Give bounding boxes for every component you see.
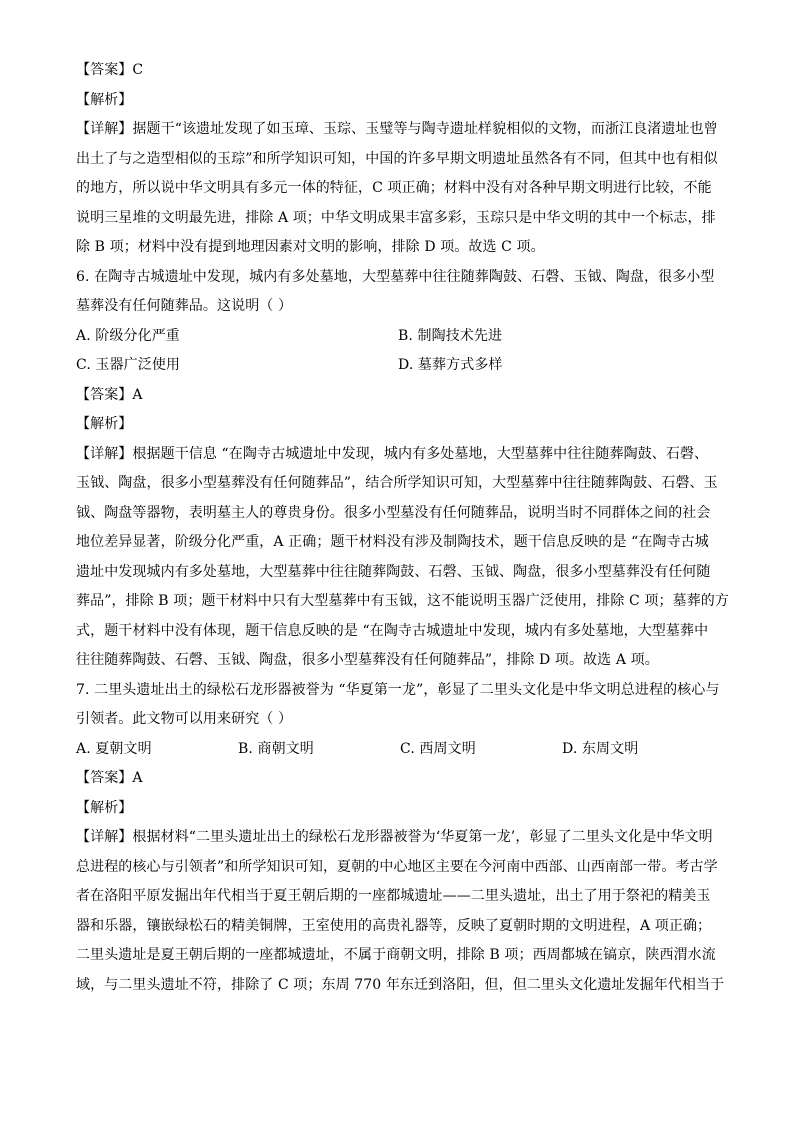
q5-analysis-heading: 【解析】 [76, 91, 133, 108]
q7-detail-line: 域，与二里头遗址不符，排除了 C 项；东周 770 年东迁到洛阳，但，但二里头文化遗址发掘年代相当于 [76, 976, 725, 993]
q6-detail-line: 葬品”，排除 B 项；题干材料中只有大型墓葬中有玉钺，这不能说明玉器广泛使用，排除 C 项；墓葬的方 [76, 593, 729, 609]
q6-detail-line: 地位差异显著，阶级分化严重，A 正确；题干材料没有涉及制陶技术，题干信息反映的是 “在陶寺古城 [76, 534, 709, 550]
q5-detail-line: 说明三星堆的文明最先进，排除 A 项；中华文明成果丰富多彩，玉琮只是中华文明的其中一个标志，排 [76, 209, 716, 226]
q7-detail [76, 827, 726, 995]
q6-detail [76, 444, 729, 671]
q7-option-b: B. 商朝文明 [238, 740, 314, 757]
q5-detail-line: 除 B 项；材料中没有提到地理因素对文明的影响，排除 D 项。故选 C 项。 [76, 239, 545, 255]
q5-answer: 【答案】C [76, 62, 144, 78]
q7-stem [76, 680, 726, 730]
q6-option-d: D. 墓葬方式多样 [398, 357, 503, 373]
q6-detail-line: 往往随葬陶鼓、石磬、玉钺、陶盘，很多小型墓葬没有任何随葬品”，排除 D 项。故选 A 项。 [76, 652, 659, 668]
q5-detail-line: 【详解】据题干“该遗址发现了如玉璋、玉琮、玉璧等与陶寺遗址样貌相似的文物，而浙江良渚遗址也曾 [76, 121, 718, 137]
q6-options-row [76, 355, 726, 375]
q7-options-row [76, 739, 726, 759]
q6-detail-line: 钺、陶盘等器物，表明墓主人的尊贵身份。很多小型墓没有任何随葬品，说明当时不同群体之间的社会 [76, 504, 711, 521]
q6-option-b: B. 制陶技术先进 [398, 327, 503, 344]
q7-stem-line: 引领者。此文物可以用来研究（ ） [76, 711, 293, 727]
q6-detail-line: 遗址中发现城内有多处墓地，大型墓葬中往往随葬陶鼓、石磬、玉钺、陶盘，很多小型墓葬没有任何随 [76, 563, 711, 580]
q6-answer: 【答案】A [76, 386, 143, 403]
q6-analysis-heading: 【解析】 [76, 416, 133, 432]
q7-detail-line: 二里头遗址是夏王朝后期的一座都城遗址，不属于商朝文明，排除 B 项；西周都城在镐京，陕西渭水流 [76, 947, 716, 963]
q6-stem-line: 墓葬没有任何随葬品。这说明（ ） [76, 298, 293, 314]
q7-answer: 【答案】A [76, 770, 143, 786]
q6-options-row [76, 326, 726, 346]
q7-detail-line: 者在洛阳平原发掘出年代相当于夏王朝后期的一座都城遗址——二里头遗址，出土了用于祭祀的精美玉 [76, 888, 711, 904]
q7-detail-line: 总进程的核心与引领者”和所学知识可知，夏朝的中心地区主要在今河南中西部、山西南部一带。考古学 [76, 858, 718, 875]
q7-stem-line: 7. 二里头遗址出土的绿松石龙形器被誉为 “华夏第一龙”，彰显了二里头文化是中华文明总进程的核心与 [76, 681, 720, 698]
q6-option-a: A. 阶级分化严重 [76, 327, 180, 344]
q6-stem-line: 6. 在陶寺古城遗址中发现，城内有多处墓地，大型墓葬中往往随葬陶鼓、石磬、玉钺、陶盘，很多小型 [76, 268, 715, 285]
q5-detail [76, 119, 726, 257]
q5-detail-line: 出土了与之造型相似的玉琮”和所学知识可知，中国的许多早期文明遗址虽然各有不同，但其中也有相似 [76, 150, 718, 167]
q6-option-c: C. 玉器广泛使用 [76, 357, 181, 373]
q6-detail-line: 玉钺、陶盘，很多小型墓葬没有任何随葬品”，结合所学知识可知，大型墓葬中往往随葬陶鼓、石磬、玉 [76, 475, 718, 491]
q7-analysis-heading: 【解析】 [76, 799, 133, 816]
q5-detail-line: 的地方，所以说中华文明具有多元一体的特征，C 项正确；材料中没有对各种早期文明进行比较，不能 [76, 180, 712, 196]
q7-option-c: C. 西周文明 [400, 740, 476, 757]
q7-detail-line: 【详解】根据材料“二里头遗址出土的绿松石龙形器被誉为‘华夏第一龙’，彰显了二里头文化是中华文明 [76, 829, 713, 845]
q6-detail-line: 【详解】根据题干信息 “在陶寺古城遗址中发现，城内有多处墓地，大型墓葬中往往随葬陶鼓、石磬、 [76, 445, 709, 462]
q6-detail-line: 式，题干材料中没有体现，题干信息反映的是 “在陶寺古城遗址中发现，城内有多处墓地，大型墓葬中 [76, 622, 709, 639]
q7-option-a: A. 夏朝文明 [76, 740, 152, 757]
q7-detail-line: 器和乐器，镶嵌绿松石的精美铜牌，王室使用的高贵礼器等，反映了夏朝时期的文明进程，A 项正确； [76, 917, 712, 934]
q7-option-d: D. 东周文明 [562, 740, 639, 757]
q6-stem [76, 267, 726, 317]
document-page [76, 60, 729, 1004]
